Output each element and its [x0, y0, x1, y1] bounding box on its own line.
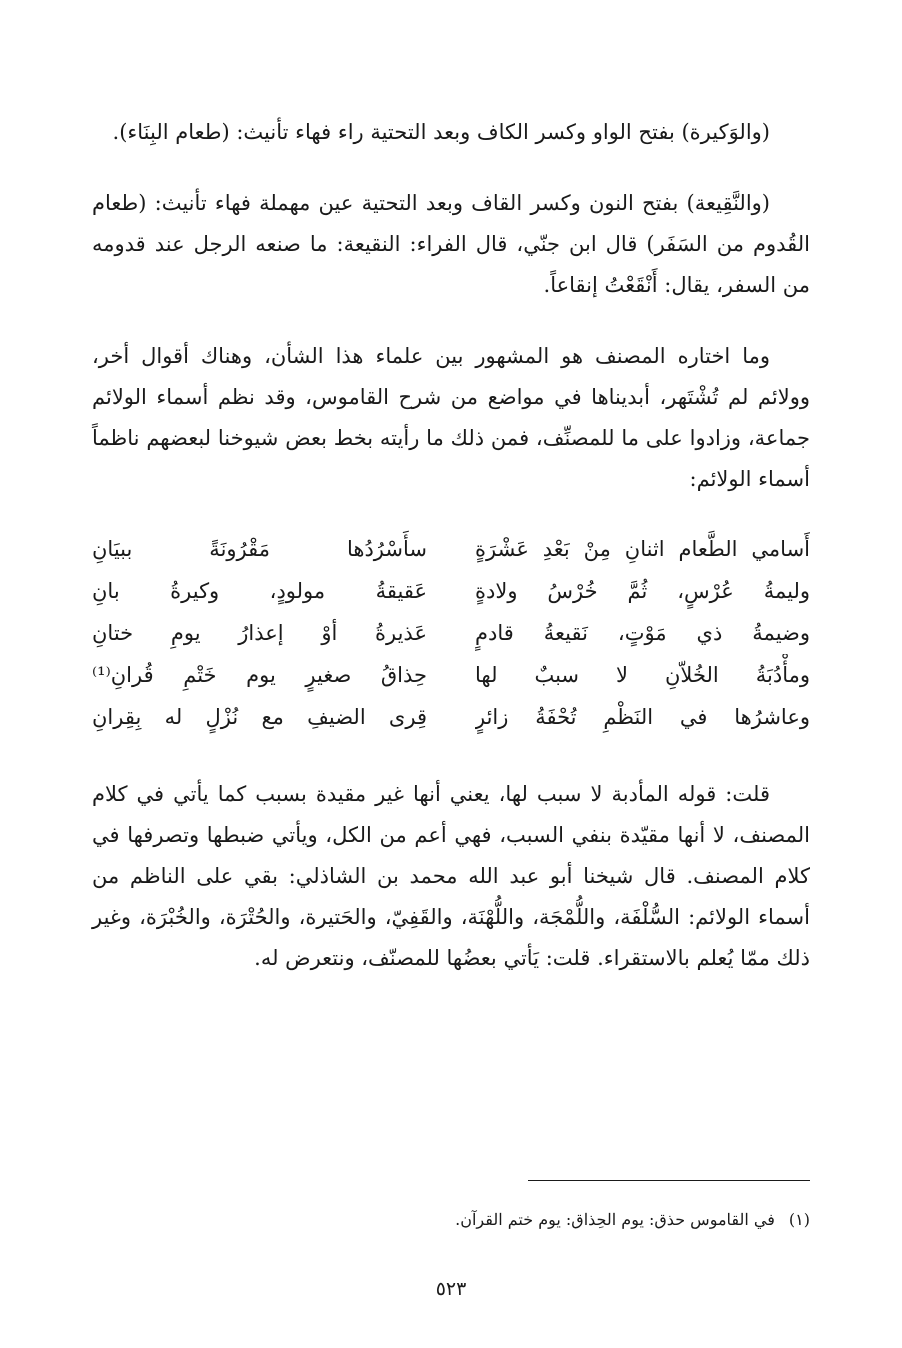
footnote-text: في القاموس حذق: يوم الحِذاق: يوم ختم القرآن. — [455, 1210, 775, 1229]
verse-first-hemistich: وعاشرُها في النَظْمِ تُحْفَةُ زائرٍ — [475, 705, 810, 729]
verse-second-hemistich: عَقيقةُ مولودٍ، وكيرةُ بانِ — [92, 579, 427, 603]
footnote — [92, 1205, 810, 1235]
verse-second-hemistich: حِذاقُ صغيرٍ يوم خَتْمِ قُرانِ⁽¹⁾ — [92, 663, 427, 687]
verse-first-hemistich: ومأْدُبَةُ الخُلاّنِ لا سببٌ لها — [475, 663, 810, 687]
verse-second-hemistich: سأَسْرُدُها مَقْرُونَةً ببيَانِ — [92, 537, 427, 561]
verse-first-hemistich: أَسامي الطَّعام اثنانِ مِنْ بَعْدِ عَشْرَةٍ — [475, 537, 810, 561]
page-number: ٥٢٣ — [435, 1278, 467, 1300]
paragraph-naqia: (والنَّقِيعة) بفتح النون وكسر القاف وبعد التحتية عين مهملة فهاء تأنيث: (طعام القُدوم من السَفَر) قال ابن جنّي، قال الفراء: النقيعة: ما صنعه الرجل عند قدومه من السفر، يقال: أَنْقَعْتُ إنقاعاً. — [92, 191, 810, 297]
footnote-divider — [528, 1180, 810, 1181]
poem-verse — [92, 612, 810, 654]
footnote-number: (١) — [788, 1210, 810, 1229]
verse-first-hemistich: وضيمةُ ذي مَوْتٍ، نَقيعةُ قادمٍ — [475, 621, 810, 645]
poem-verse — [92, 528, 810, 570]
poem — [92, 528, 810, 738]
paragraph-commentary: قلت: قوله المأدبة لا سبب لها، يعني أنها غير مقيدة بسبب كما يأتي في كلام المصنف، لا أنها مقيّدة بنفي السبب، فهي أعم من الكل، ويأتي ضبطها وتصرفها في كلام المصنف. قال شيخنا أبو عبد الله محمد بن الشاذلي: بقي على الناظم من أسماء الولائم: السُّلْفَة، واللُّمْجَة، واللُّهْنَة، والقَفِيّ، والحَتيرة، والحُتْرَة، والخُبْرَة، وغير ذلك ممّا يُعلم بالاستقراء. قلت: يَأتي بعضُها للمصنّف، ونتعرض له. — [92, 782, 810, 970]
paragraph-introduction: وما اختاره المصنف هو المشهور بين علماء هذا الشأن، وهناك أقوال أخر، وولائم لم تُشْتَهر، أبديناها في مواضع من شرح القاموس، وقد نظم أسماء الولائم جماعة، وزادوا على ما للمصنِّف، فمن ذلك ما رأيته بخط بعض شيوخنا لبعضهم ناظماً أسماء الولائم: — [92, 344, 810, 491]
verse-second-hemistich: قِرى الضيفِ مع نُزْلٍ له بِقِرانِ — [92, 705, 427, 729]
poem-verse — [92, 570, 810, 612]
poem-verse — [92, 696, 810, 738]
poem-verse — [92, 654, 810, 696]
paragraph-wakira: (والوَكيرة) بفتح الواو وكسر الكاف وبعد التحتية راء فهاء تأنيث: (طعام البِنَاء). — [112, 120, 770, 144]
verse-first-hemistich: وليمةُ عُرْسٍ، ثُمَّ خُرْسُ ولادةٍ — [475, 579, 810, 603]
verse-second-hemistich: عَذيرةُ أوْ إعذارُ يومِ ختانِ — [92, 621, 427, 645]
